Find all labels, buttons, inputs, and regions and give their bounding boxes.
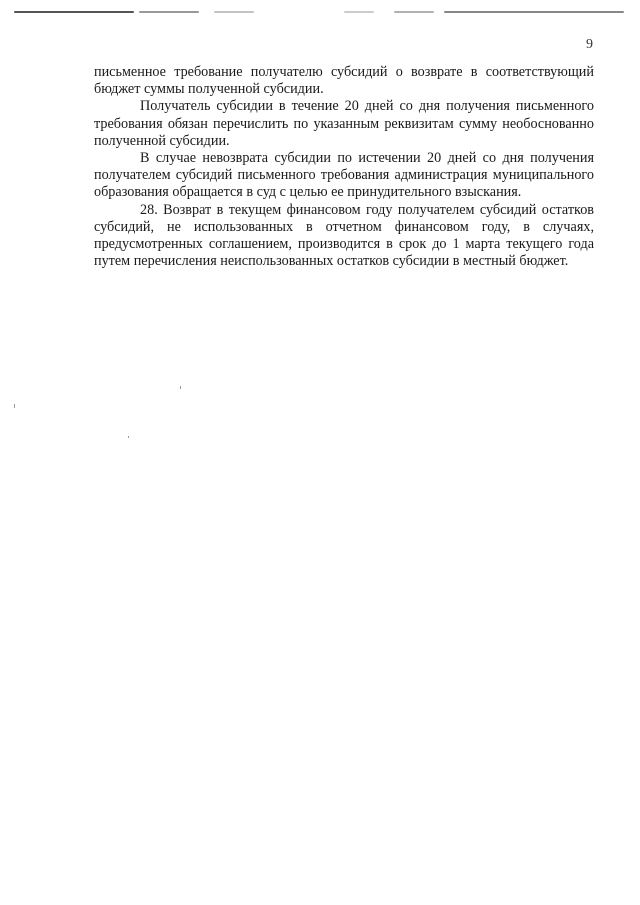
scan-speck xyxy=(128,436,129,438)
paragraph-return-deadline: Получатель субсидии в течение 20 дней со дня получения письменного требования обязан перечислить по указанным реквизитам сумму необоснованно полученной субсидии. xyxy=(94,98,594,149)
paragraph-clause-28: 28. Возврат в текущем финансовом году получателем субсидий остатков субсидий, не использованных в отчетном финансовом году, в случаях, предусмотренных соглашением, производится в срок до 1 марта текущего года путем перечисления неиспользованных остатков субсидии в местный бюджет. xyxy=(94,201,594,270)
paragraph-court-enforcement: В случае невозврата субсидии по истечении 20 дней со дня получения получателем субсидий письменного требования администрация муниципального образования обращается в суд с целью ее принудительного взыскания. xyxy=(94,150,594,201)
page-number: 9 xyxy=(586,37,593,52)
scan-speck xyxy=(180,386,181,389)
scan-edge-artifact xyxy=(14,10,624,14)
scan-speck xyxy=(14,404,15,408)
document-body xyxy=(94,64,594,270)
paragraph-continuation: письменное требование получателю субсидий о возврате в соответствующий бюджет суммы полученной субсидии. xyxy=(94,64,594,98)
